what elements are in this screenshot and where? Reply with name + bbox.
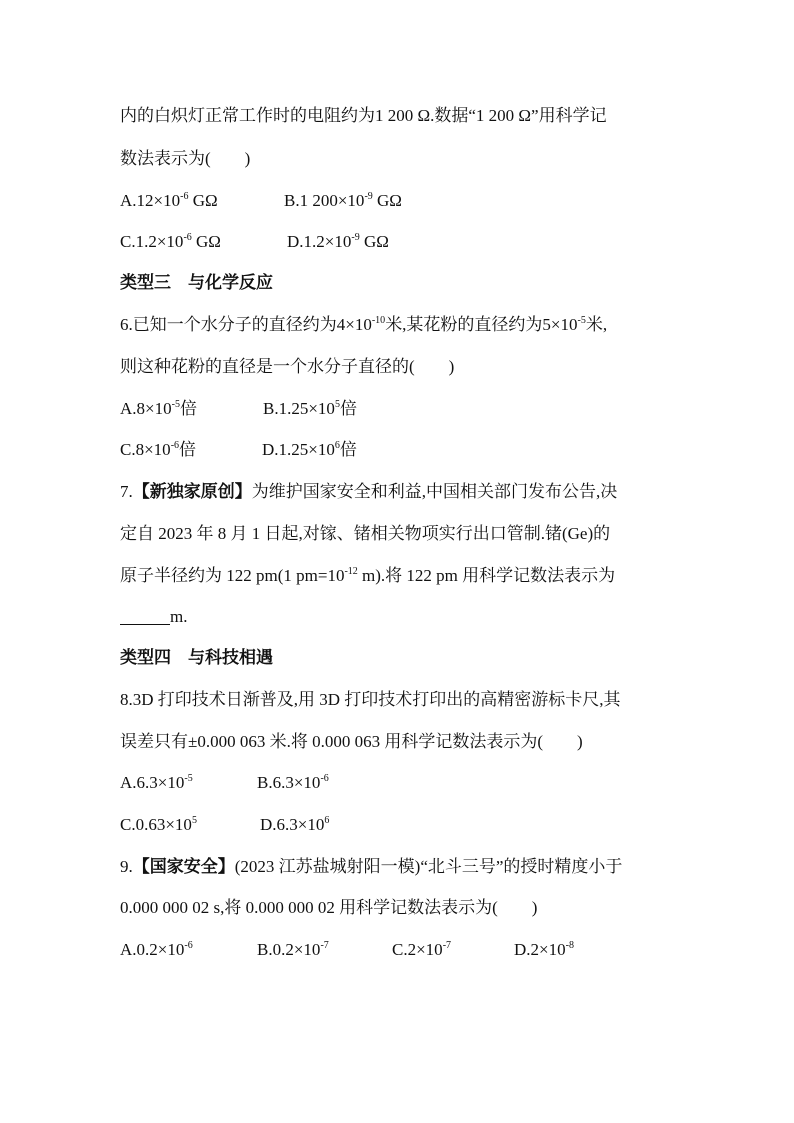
q5-line-2: 数法表示为( )	[120, 149, 251, 168]
q5-options-cd	[120, 232, 389, 252]
q6-options-cd	[120, 440, 357, 460]
q5-option-d: $D.1.2\times 10^{-9}$ GΩ	[287, 232, 389, 251]
q6-line-1: 6.已知一个水分子的直径约为$4\times 10^{-10}$米,某花粉的直径约为$5\times 10^{-5}$米,	[120, 315, 608, 334]
q5-option-b: B.1 $200\times 10^{-9}$ GΩ	[284, 191, 402, 210]
q9-line-2: 0.000 000 02 s,将 0.000 000 02 用科学记数法表示为( )	[120, 898, 538, 917]
q9-tag: 【国家安全】	[132, 857, 235, 876]
q8-option-b: $B.6.3\times 10^{-6}$	[257, 773, 329, 792]
q8-options-ab	[120, 773, 329, 793]
q8-options-cd	[120, 815, 329, 835]
q5-line-1: 内的白炽灯正常工作时的电阻约为1 200 Ω.数据“1 200 Ω”用科学记	[120, 106, 607, 125]
q9-line-1: 9.【国家安全】(2023 江苏盐城射阳一模)“北斗三号”的授时精度小于	[120, 857, 623, 876]
answer-blank[interactable]	[120, 610, 170, 625]
q7-line-2: 定自 2023 年 8 月 1 日起,对镓、锗相关物项实行出口管制.锗(Ge)的	[120, 524, 611, 543]
q8-option-d: $D.6.3\times 10^6$	[260, 815, 330, 834]
q9-option-a: $A.0.2\times 10^{-6}$	[120, 940, 193, 959]
q9-option-b: $B.0.2\times 10^{-7}$	[257, 940, 329, 959]
q6-option-a: $A.8\times 10^{-5}$倍	[120, 399, 197, 418]
q6-option-d: $D.1.25\times 10^6$倍	[262, 440, 357, 459]
section-heading-type4: 类型四 与科技相遇	[120, 648, 273, 667]
q8-option-a: $A.6.3\times 10^{-5}$	[120, 773, 193, 792]
q9-options	[120, 940, 574, 960]
q8-line-1: 8.3D 打印技术日渐普及,用 3D 打印技术打印出的高精密游标卡尺,其	[120, 690, 621, 709]
q6-option-c: $C.8\times 10^{-6}$倍	[120, 440, 197, 459]
q7-line-4: m.	[120, 607, 187, 627]
q9-option-d: $D.2\times 10^{-8}$	[514, 940, 574, 959]
q7-tag: 【新独家原创】	[132, 482, 252, 501]
q6-option-b: $B.1.25\times 10^5$倍	[263, 399, 357, 418]
q5-options-ab	[120, 191, 402, 211]
q5-option-a: $A.12\times 10^{-6}$ GΩ	[120, 191, 218, 210]
q6-options-ab	[120, 399, 357, 419]
q9-option-c: $C.2\times 10^{-7}$	[392, 940, 452, 959]
q7-line-1: 7.【新独家原创】为维护国家安全和利益,中国相关部门发布公告,决	[120, 482, 618, 501]
q7-line-3: 原子半径约为 122 pm(1 $pm=10^{-12}$ m).将 122 pm 用科学记数法表示为	[120, 566, 616, 585]
q6-line-2: 则这种花粉的直径是一个水分子直径的( )	[120, 357, 455, 376]
section-heading-type3: 类型三 与化学反应	[120, 273, 273, 292]
q8-option-c: $C.0.63\times 10^5$	[120, 815, 197, 834]
q5-option-c: $C.1.2\times 10^{-6}$ GΩ	[120, 232, 221, 251]
q8-line-2: 误差只有±0.000 063 米.将 0.000 063 用科学记数法表示为( )	[120, 732, 583, 751]
